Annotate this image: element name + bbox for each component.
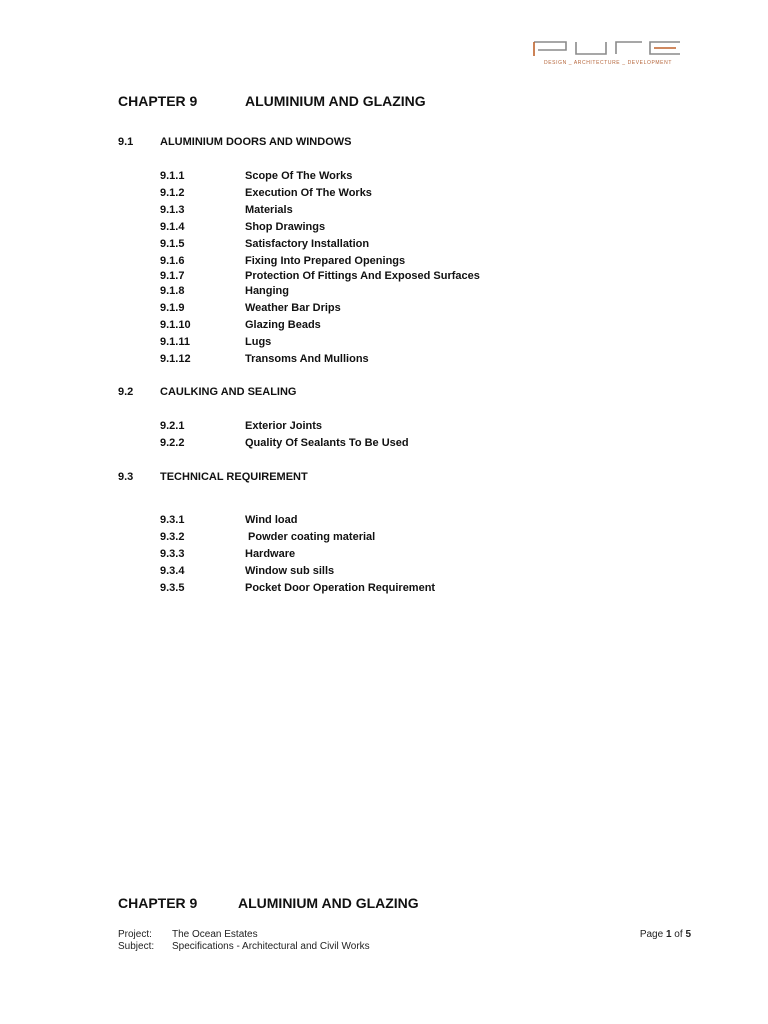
toc-item[interactable] [160,221,620,235]
chapter-number: CHAPTER 9 [118,93,198,109]
toc-item[interactable] [160,204,620,218]
section-title: ALUMINIUM DOORS AND WINDOWS [160,136,352,148]
section-number: 9.1 [118,136,134,148]
toc-item[interactable] [160,302,620,316]
toc-item-number: 9.1.4 [160,221,185,233]
toc-item-label: Transoms And Mullions [245,353,369,365]
toc-item-number: 9.2.1 [160,420,185,432]
toc-item-number: 9.3.4 [160,565,185,577]
toc-item-label: Quality Of Sealants To Be Used [245,437,409,449]
toc-item-number: 9.1.8 [160,285,185,297]
page-total: 5 [685,929,691,940]
toc-item-number: 9.1.2 [160,187,185,199]
toc-item[interactable] [160,336,620,350]
section-heading [118,471,618,485]
toc-item-label: Lugs [245,336,272,348]
toc-item-label: Scope Of The Works [245,170,353,182]
toc-item-label: Weather Bar Drips [245,302,341,314]
toc-item-label: Wind load [245,514,298,526]
subject-value: Specifications - Architectural and Civil Works [172,941,370,952]
chapter-title: ALUMINIUM AND GLAZING [245,93,426,109]
toc-item-number: 9.1.10 [160,319,191,331]
toc-item[interactable] [160,531,620,545]
chapter-heading-bottom [118,895,518,913]
toc-item-number: 9.1.11 [160,336,190,348]
toc-item[interactable] [160,255,620,269]
section-number: 9.2 [118,386,134,398]
toc-item[interactable] [160,285,620,299]
toc-item-label: Hanging [245,285,289,297]
page-footer [118,929,698,957]
toc-item[interactable] [160,565,620,579]
toc-item-number: 9.1.1 [160,170,185,182]
toc-item-number: 9.3.1 [160,514,185,526]
toc-item[interactable] [160,270,620,284]
toc-item-number: 9.1.6 [160,255,185,267]
toc-item-label: Pocket Door Operation Requirement [245,582,436,594]
toc-item-label: Exterior Joints [245,420,323,432]
toc-item-label: Glazing Beads [245,319,321,331]
page-title [118,93,518,111]
toc-item[interactable] [160,420,620,434]
section-heading [118,386,618,400]
section-number: 9.3 [118,471,134,483]
toc-item-number: 9.1.5 [160,238,185,250]
toc-item-label: Hardware [245,548,296,560]
toc-item[interactable] [160,437,620,451]
toc-item-label: Fixing Into Prepared Openings [245,255,406,267]
toc-item-number: 9.3.2 [160,531,185,543]
toc-item[interactable] [160,238,620,252]
toc-item-number: 9.1.12 [160,353,191,365]
toc-item-label: Protection Of Fittings And Exposed Surfaces [245,270,480,282]
page-number [640,929,691,940]
toc-item-number: 9.3.3 [160,548,185,560]
subject-label: Subject: [118,941,155,952]
toc-item-number: 9.1.9 [160,302,185,314]
toc-item[interactable] [160,548,620,562]
page-separator: of [671,929,686,940]
toc-item[interactable] [160,319,620,333]
toc-item[interactable] [160,353,620,367]
page-current: 1 [665,929,672,940]
toc-item-number: 9.1.3 [160,204,185,216]
toc-item-label: Powder coating material [245,531,376,543]
chapter-number: CHAPTER 9 [118,895,198,911]
section-heading [118,136,618,150]
toc-item-label: Satisfactory Installation [245,238,370,250]
toc-item[interactable] [160,187,620,201]
pure-logo-mark [532,38,684,60]
toc-item-label: Materials [245,204,293,216]
toc-item[interactable] [160,170,620,184]
toc-item[interactable] [160,514,620,528]
toc-item[interactable] [160,582,620,596]
toc-item-number: 9.3.5 [160,582,185,594]
chapter-title: ALUMINIUM AND GLAZING [238,895,419,911]
toc-item-label: Window sub sills [245,565,335,577]
section-title: CAULKING AND SEALING [160,386,297,398]
section-title: TECHNICAL REQUIREMENT [160,471,308,483]
project-value: The Ocean Estates [172,929,258,940]
toc-item-label: Execution Of The Works [245,187,372,199]
logo-tagline: DESIGN _ ARCHITECTURE _ DEVELOPMENT [544,60,672,66]
page-prefix: Page [639,929,666,940]
toc-item-number: 9.1.7 [160,270,185,282]
company-logo [532,38,684,72]
toc-item-label: Shop Drawings [245,221,326,233]
toc-item-number: 9.2.2 [160,437,185,449]
project-label: Project: [118,929,152,940]
